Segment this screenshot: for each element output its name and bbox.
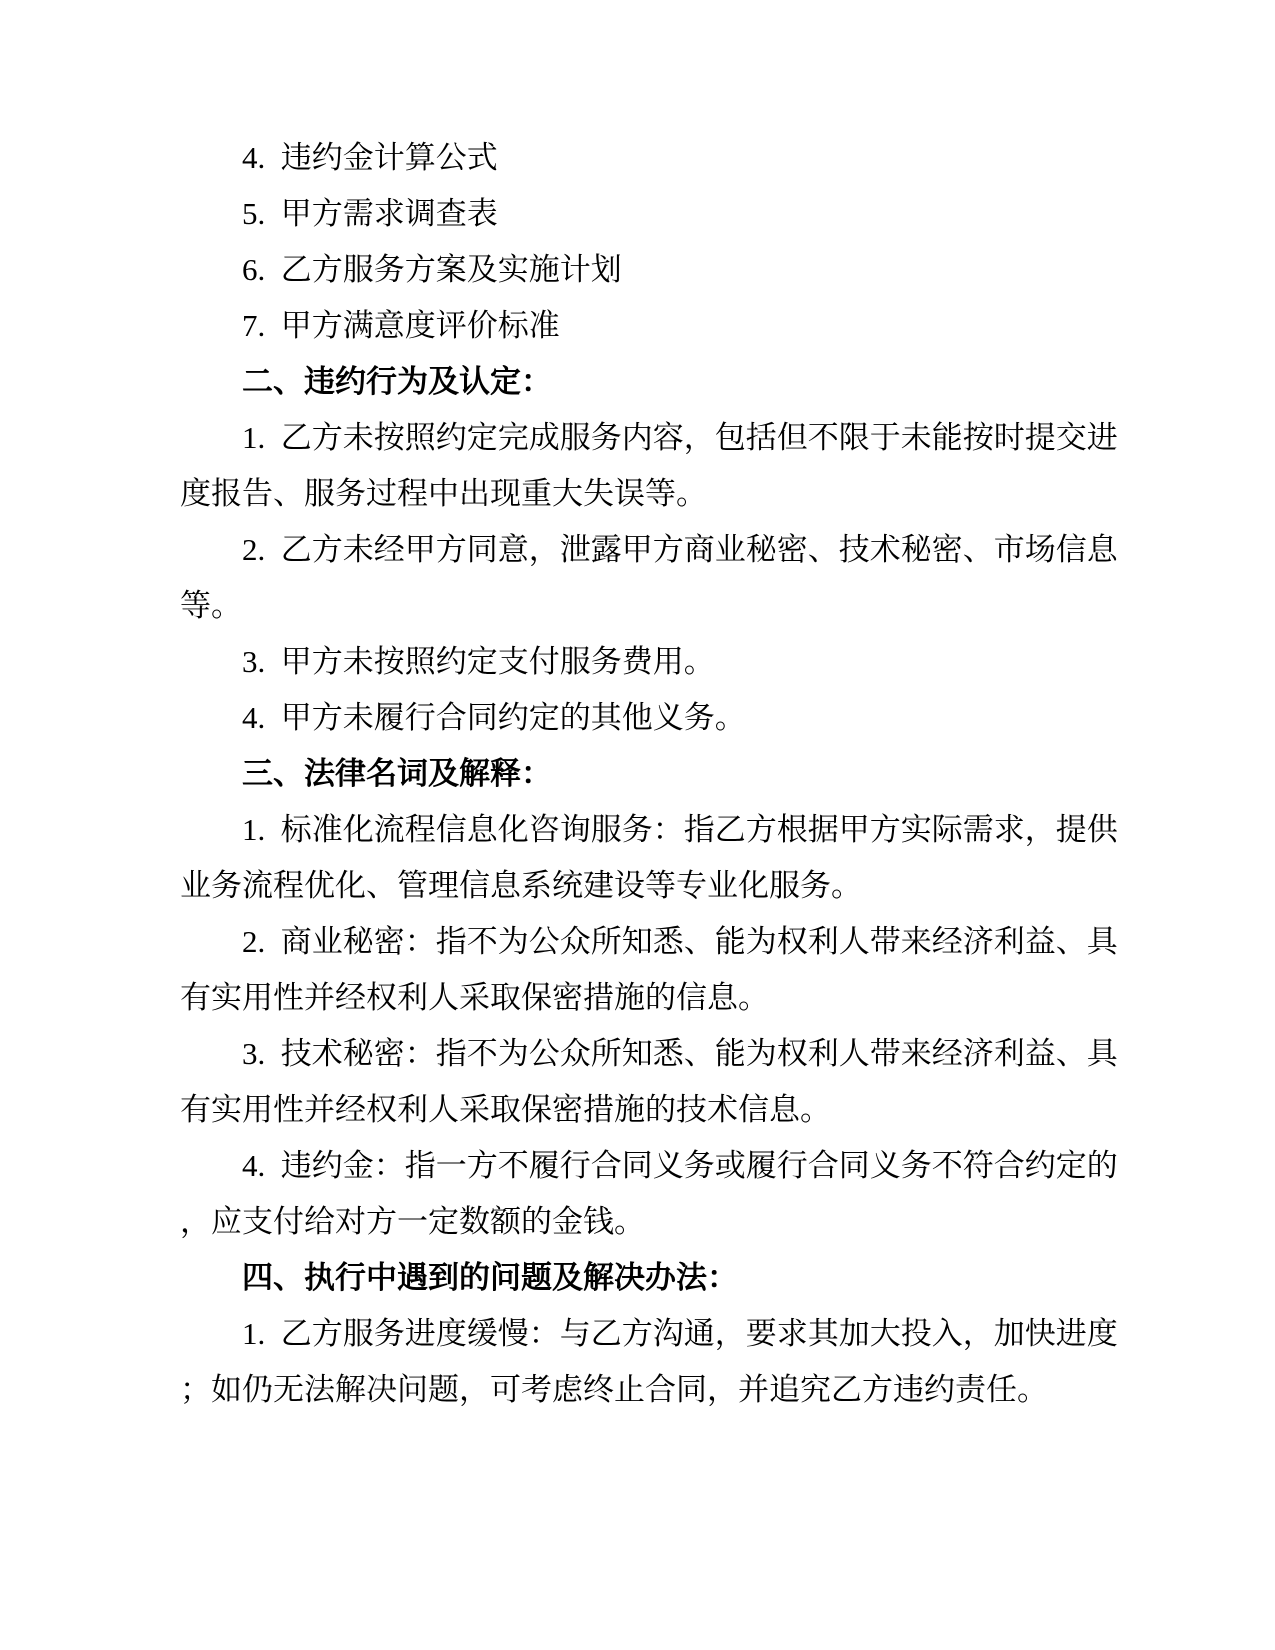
paragraph-line: 1. 乙方未按照约定完成服务内容，包括但不限于未能按时提交进 — [242, 420, 1118, 455]
paragraph-continuation: 业务流程优化、管理信息系统建设等专业化服务。 — [180, 868, 862, 903]
section-heading-legal-terms: 三、法律名词及解释： — [242, 756, 552, 791]
paragraph-continuation: 有实用性并经权利人采取保密措施的信息。 — [180, 980, 769, 1015]
paragraph-line: 1. 标准化流程信息化咨询服务：指乙方根据甲方实际需求，提供 — [242, 812, 1118, 847]
attachment-list-item: 4. 违约金计算公式 — [242, 140, 498, 175]
paragraph-line: 2. 商业秘密：指不为公众所知悉、能为权利人带来经济利益、具 — [242, 924, 1118, 959]
paragraph-line: 4. 违约金：指一方不履行合同义务或履行合同义务不符合约定的 — [242, 1148, 1118, 1183]
paragraph-line: 1. 乙方服务进度缓慢：与乙方沟通，要求其加大投入，加快进度 — [242, 1316, 1118, 1351]
attachment-list-item: 6. 乙方服务方案及实施计划 — [242, 252, 622, 287]
paragraph-line: 3. 甲方未按照约定支付服务费用。 — [242, 644, 715, 679]
paragraph-continuation: 有实用性并经权利人采取保密措施的技术信息。 — [180, 1092, 831, 1127]
paragraph-continuation: 等。 — [180, 588, 242, 623]
paragraph-continuation: ；如仍无法解决问题，可考虑终止合同，并追究乙方违约责任。 — [180, 1372, 1048, 1407]
paragraph-continuation: 度报告、服务过程中出现重大失误等。 — [180, 476, 707, 511]
attachment-list-item: 5. 甲方需求调查表 — [242, 196, 498, 231]
paragraph-line: 4. 甲方未履行合同约定的其他义务。 — [242, 700, 746, 735]
paragraph-continuation: ，应支付给对方一定数额的金钱。 — [180, 1204, 645, 1239]
attachment-list-item: 7. 甲方满意度评价标准 — [242, 308, 560, 343]
paragraph-line: 3. 技术秘密：指不为公众所知悉、能为权利人带来经济利益、具 — [242, 1036, 1118, 1071]
section-heading-problems-solutions: 四、执行中遇到的问题及解决办法： — [242, 1260, 738, 1295]
section-heading-breach: 二、违约行为及认定： — [242, 364, 552, 399]
paragraph-line: 2. 乙方未经甲方同意，泄露甲方商业秘密、技术秘密、市场信息 — [242, 532, 1118, 567]
document-content — [180, 130, 1120, 1418]
